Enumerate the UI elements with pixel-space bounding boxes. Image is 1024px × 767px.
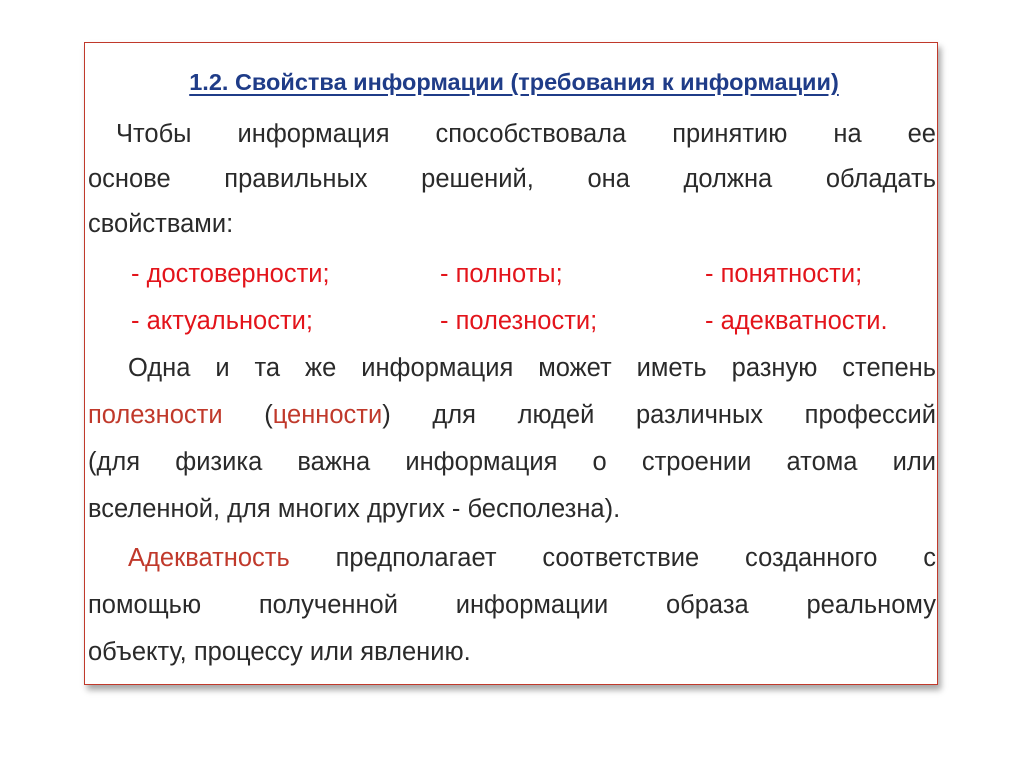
value-highlight: ценности: [272, 401, 383, 429]
paragraph3-line-3: объекту, процессу или явлению.: [88, 638, 471, 666]
property-reliability: - достоверности;: [131, 260, 330, 288]
property-completeness: - полноты;: [440, 260, 563, 288]
usefulness-highlight: полезности: [88, 401, 223, 429]
slide-title: 1.2. Свойства информации (требования к информации): [189, 69, 839, 95]
intro-line-3: свойствами:: [88, 210, 234, 238]
property-relevance: - актуальности;: [131, 307, 313, 335]
paragraph2-line-4: вселенной, для многих других - бесполезна).: [88, 495, 621, 523]
paragraph2-line-1: Одна и та же информация может иметь разную степень: [128, 354, 936, 382]
paragraph2-paren-open: (: [222, 401, 273, 429]
paragraph2-line-3: (для физика важна информация о строении атома или: [88, 448, 936, 476]
paragraph2-line-2: [88, 397, 936, 433]
paragraph3-line-1-rest: предполагает соответствие созданного с: [289, 544, 936, 572]
paragraph3-line-1: [88, 540, 936, 576]
adequacy-highlight: Адекватность: [128, 544, 290, 572]
intro-line-1: Чтобы информация способствовала принятию на ее: [116, 120, 936, 148]
paragraph3-line-2: помощью полученной информации образа реальному: [88, 591, 936, 619]
intro-line-2: основе правильных решений, она должна обладать: [88, 165, 936, 193]
property-adequacy: - адекватности.: [705, 307, 888, 335]
paragraph2-line-2-rest: ) для людей различных профессий: [382, 401, 936, 429]
property-clarity: - понятности;: [705, 260, 863, 288]
property-usefulness: - полезности;: [440, 307, 598, 335]
